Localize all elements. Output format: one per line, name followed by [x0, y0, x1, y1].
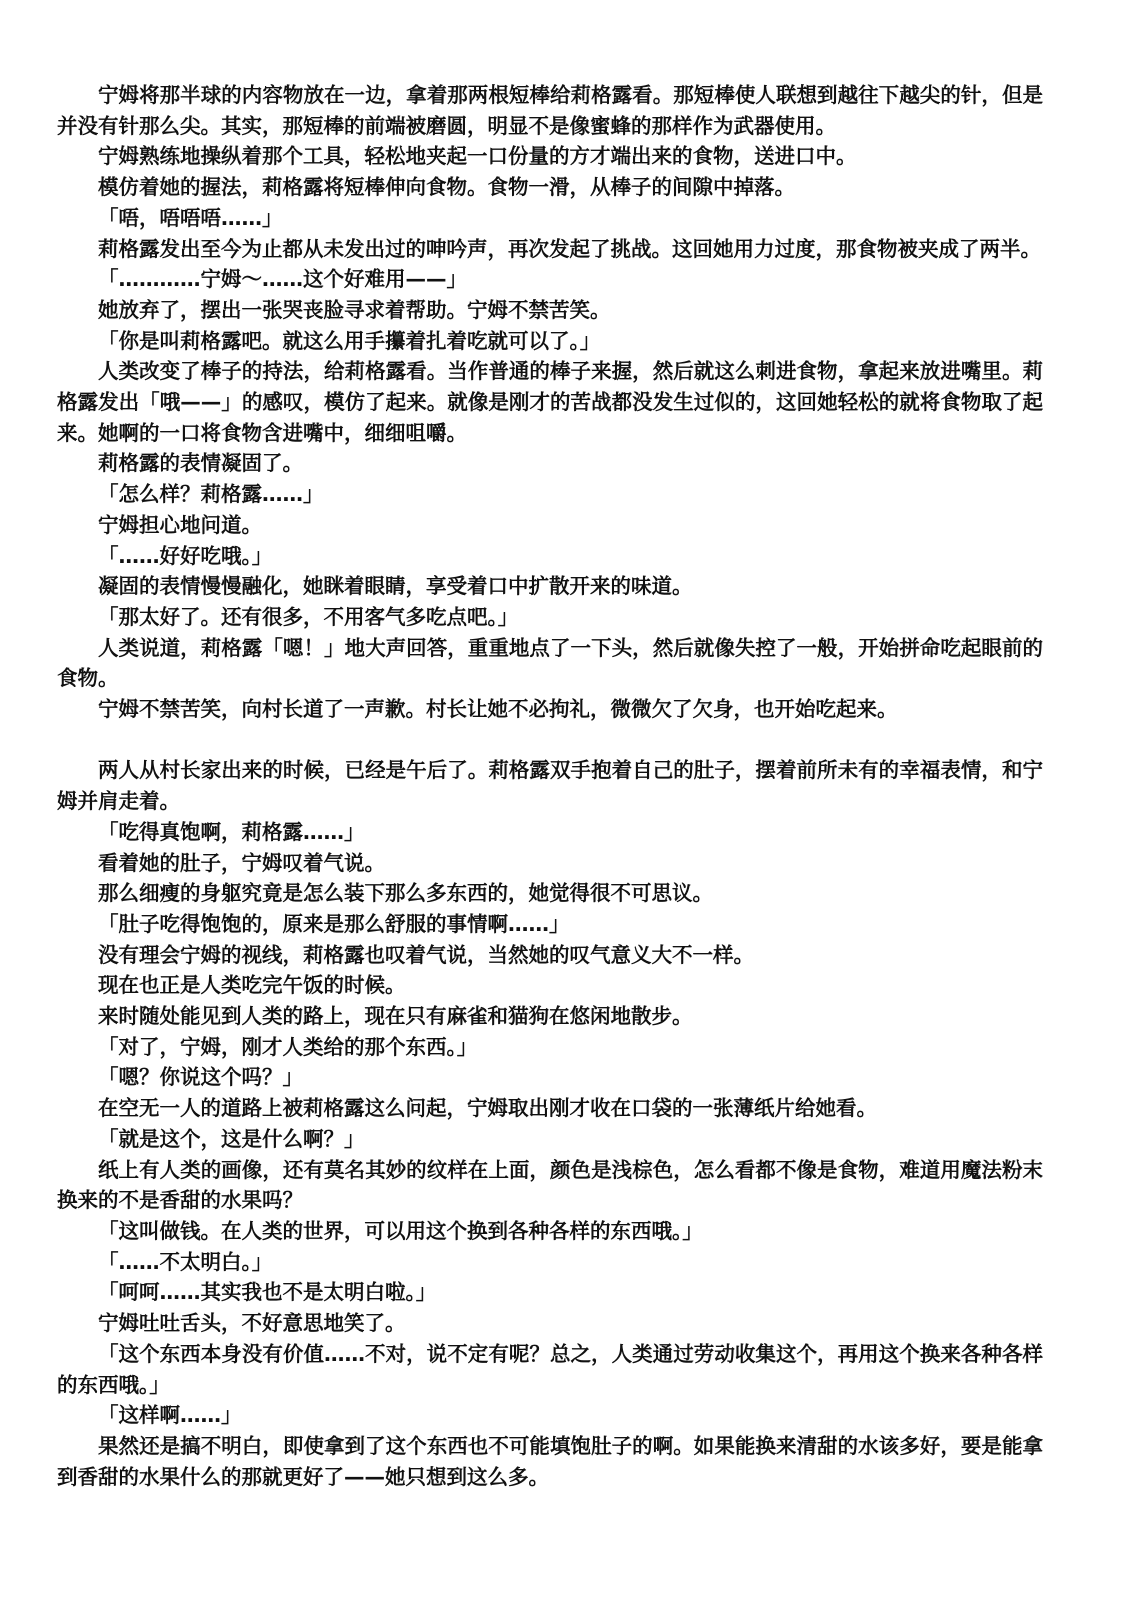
paragraph: 「这样啊……」	[98, 1403, 242, 1428]
section-break	[57, 725, 1043, 756]
paragraph: 「对了，宁姆，刚才人类给的那个东西。」	[98, 1034, 478, 1059]
paragraph: 宁姆担心地问道。	[98, 512, 262, 537]
paragraph: 那么细瘦的身躯究竟是怎么装下那么多东西的，她觉得很不可思议。	[98, 881, 713, 906]
paragraph: 人类说道，莉格露「嗯！」地大声回答，重重地点了一下头，然后就像失控了一般，开始拼命吃起眼前的食物。	[57, 635, 1043, 691]
paragraph: 「怎么样？莉格露……」	[98, 482, 324, 507]
paragraph: 「就是这个，这是什么啊？」	[98, 1126, 365, 1151]
paragraph: 宁姆将那半球的内容物放在一边，拿着那两根短棒给莉格露看。那短棒使人联想到越往下越尖的针，但是并没有针那么尖。其实，那短棒的前端被磨圆，明显不是像蜜蜂的那样作为武器使用。	[57, 83, 1043, 138]
paragraph: 「……不太明白。」	[98, 1249, 273, 1274]
paragraph: 「……好好吃哦。」	[98, 543, 273, 568]
paragraph: 两人从村长家出来的时候，已经是午后了。莉格露双手抱着自己的肚子，摆着前所未有的幸福表情，和宁姆并肩走着。	[57, 758, 1043, 814]
paragraph: 「呵呵……其实我也不是太明白啦。」	[98, 1280, 437, 1305]
paragraph: 果然还是搞不明白，即使拿到了这个东西也不可能填饱肚子的啊。如果能换来清甜的水该多好，要是能拿到香甜的水果什么的那就更好了——她只想到这么多。	[57, 1433, 1043, 1489]
paragraph: 莉格露的表情凝固了。	[98, 451, 303, 476]
paragraph: 人类改变了棒子的持法，给莉格露看。当作普通的棒子来握，然后就这么刺进食物，拿起来放进嘴里。莉格露发出「哦——」的感叹，模仿了起来。就像是刚才的苦战都没发生过似的，这回她轻松的就将食物取了起来。她啊的一口将食物含进嘴中，细细咀嚼。	[57, 359, 1043, 445]
paragraph: 凝固的表情慢慢融化，她眯着眼睛，享受着口中扩散开来的味道。	[98, 574, 693, 599]
paragraph: 没有理会宁姆的视线，莉格露也叹着气说，当然她的叹气意义大不一样。	[98, 942, 754, 967]
paragraph: 「那太好了。还有很多，不用客气多吃点吧。」	[98, 604, 519, 629]
paragraph: 纸上有人类的画像，还有莫名其妙的纹样在上面，颜色是浅棕色，怎么看都不像是食物，难道用魔法粉末换来的不是香甜的水果吗？	[57, 1157, 1043, 1213]
paragraph: 在空无一人的道路上被莉格露这么问起，宁姆取出刚才收在口袋的一张薄纸片给她看。	[98, 1096, 877, 1121]
paragraph: 宁姆吐吐舌头，不好意思地笑了。	[98, 1311, 406, 1336]
paragraph: 莉格露发出至今为止都从未发出过的呻吟声，再次发起了挑战。这回她用力过度，那食物被夹成了两半。	[98, 236, 1041, 261]
paragraph: 「这个东西本身没有价值……不对，说不定有呢？总之，人类通过劳动收集这个，再用这个换来各种各样的东西哦。」	[57, 1341, 1043, 1397]
paragraph: 来时随处能见到人类的路上，现在只有麻雀和猫狗在悠闲地散步。	[98, 1004, 693, 1029]
paragraph: 她放弃了，摆出一张哭丧脸寻求着帮助。宁姆不禁苦笑。	[98, 297, 611, 322]
paragraph: 宁姆熟练地操纵着那个工具，轻松地夹起一口份量的方才端出来的食物，送进口中。	[98, 144, 857, 169]
paragraph: 「嗯？你说这个吗？」	[98, 1065, 303, 1090]
paragraph: 「这叫做钱。在人类的世界，可以用这个换到各种各样的东西哦。」	[98, 1219, 703, 1243]
paragraph: 「你是叫莉格露吧。就这么用手攥着扎着吃就可以了。」	[98, 328, 601, 353]
paragraph: 宁姆不禁苦笑，向村长道了一声歉。村长让她不必拘礼，微微欠了欠身，也开始吃起来。	[98, 697, 898, 722]
paragraph: 「…………宁姆～……这个好难用——」	[98, 267, 467, 292]
paragraph: 「吃得真饱啊，莉格露……」	[98, 819, 365, 844]
paragraph: 现在也正是人类吃完午饭的时候。	[98, 973, 406, 998]
document-page	[57, 80, 1043, 1492]
paragraph: 「唔，唔唔唔……」	[98, 205, 283, 230]
paragraph: 看着她的肚子，宁姆叹着气说。	[98, 850, 385, 875]
paragraph: 「肚子吃得饱饱的，原来是那么舒服的事情啊……」	[98, 911, 570, 936]
paragraph: 模仿着她的握法，莉格露将短棒伸向食物。食物一滑，从棒子的间隙中掉落。	[98, 175, 795, 200]
